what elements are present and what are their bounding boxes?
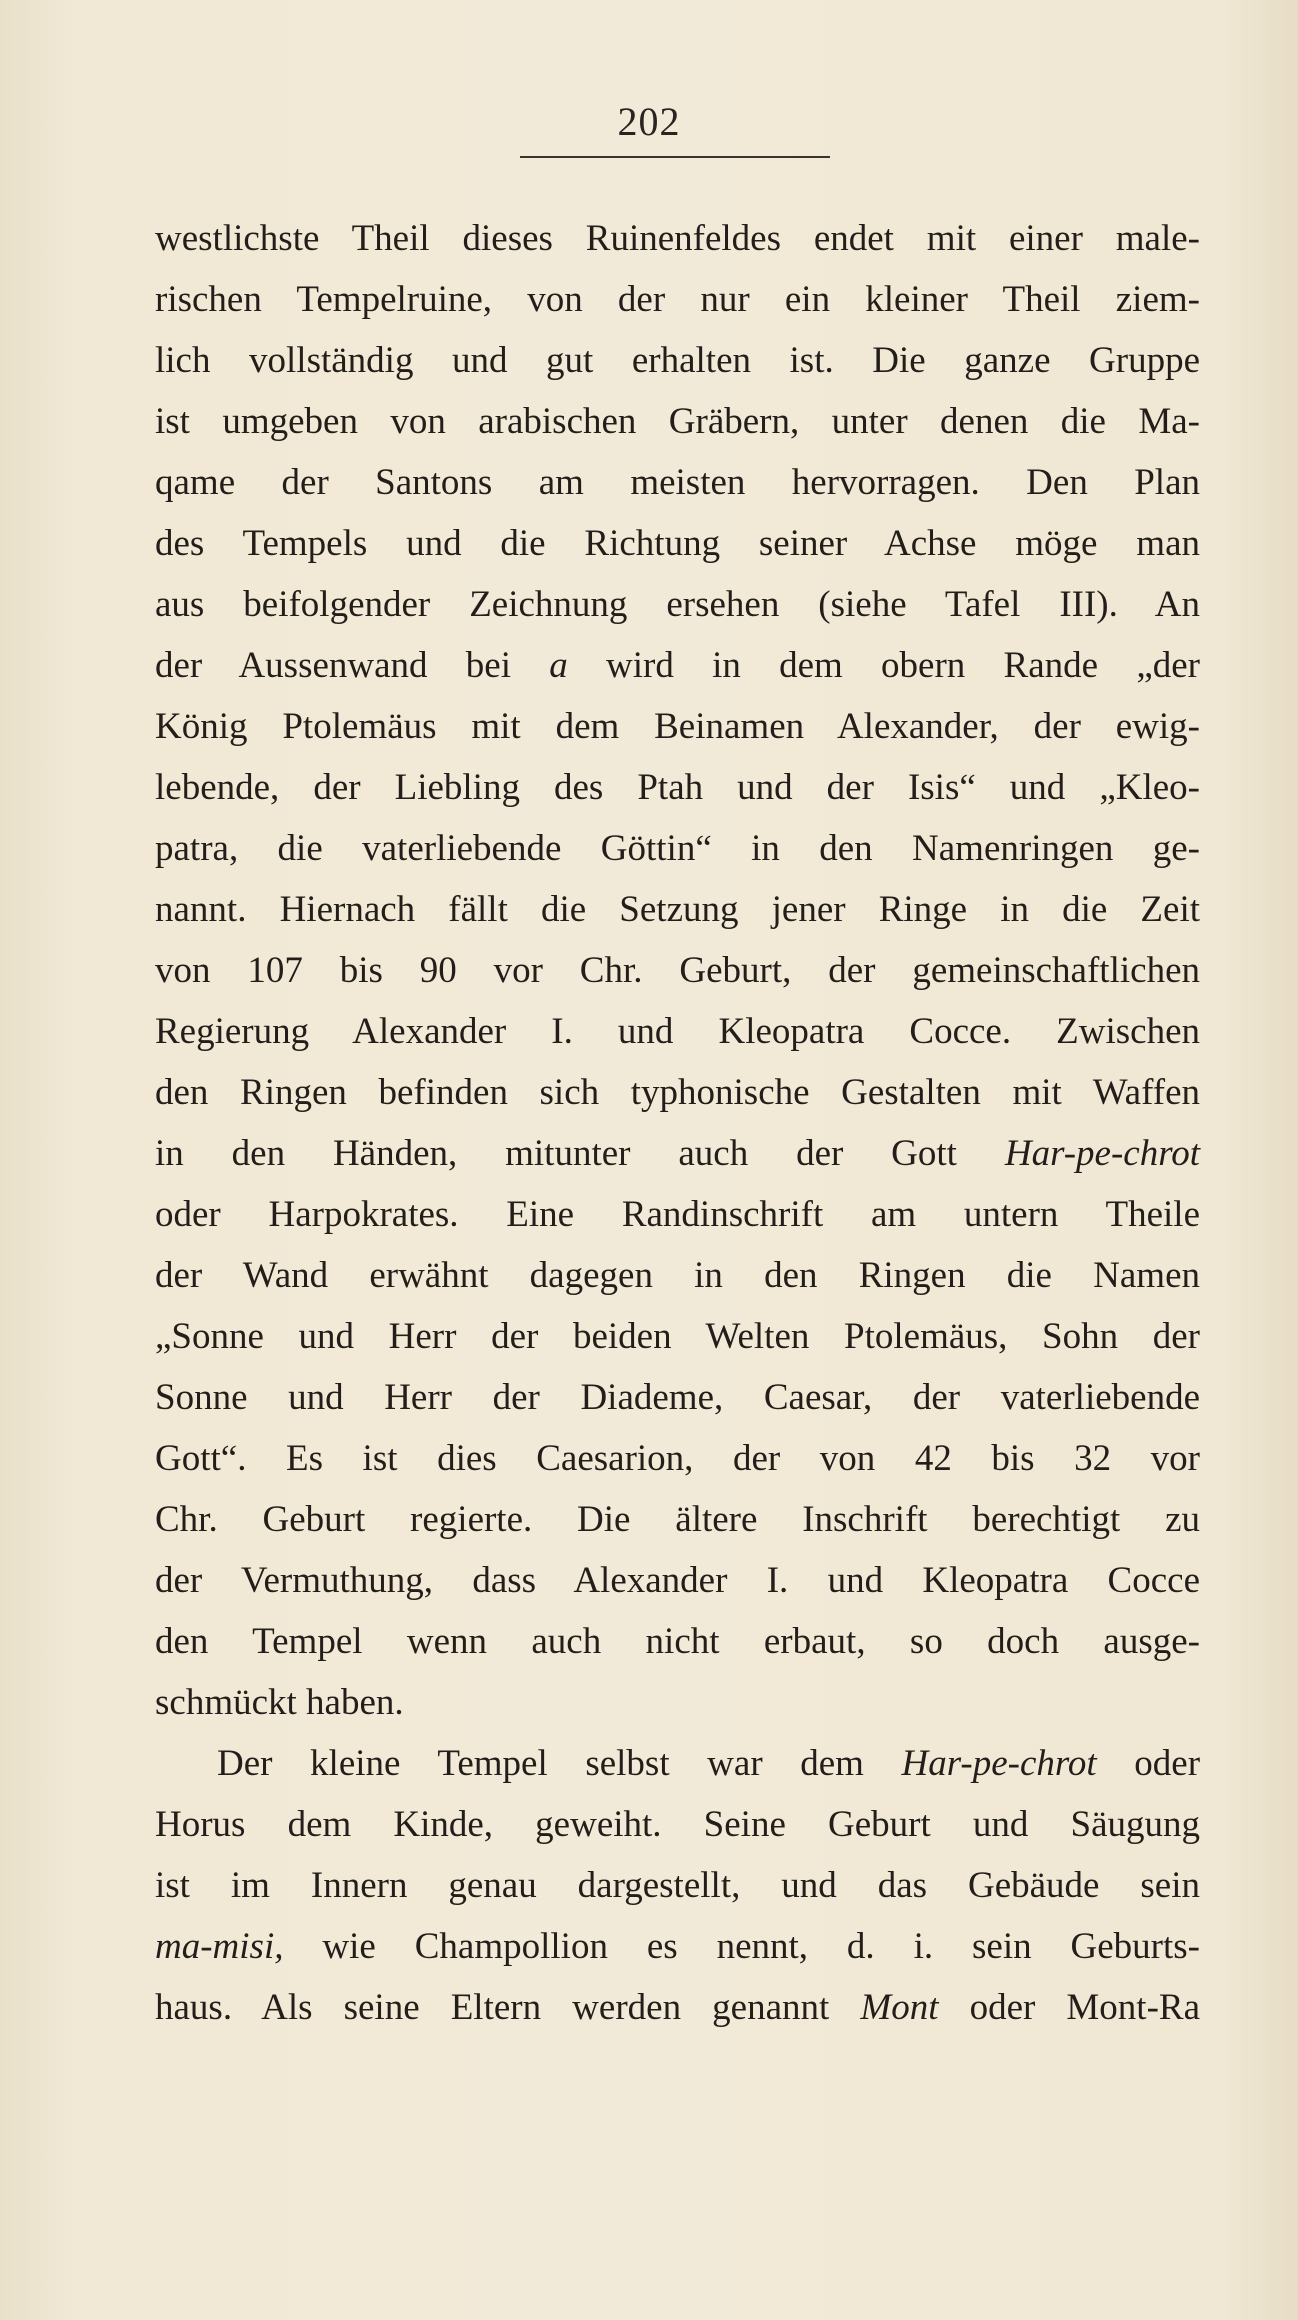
text-line: Chr. Geburt regierte. Die ältere Inschrift berechtigt zu [155,1499,1200,1540]
body-text [155,208,1200,2038]
text-line: westlichste Theil dieses Ruinenfeldes endet mit einer male- [155,218,1200,259]
text-span: haus. Als seine Eltern werden genannt [155,1987,830,2028]
text-line: nannt. Hiernach fällt die Setzung jener Ringe in die Zeit [155,889,1200,930]
text-line: den Ringen befinden sich typhonische Gestalten mit Waffen [155,1072,1200,1113]
italic-term: Mont [860,1987,939,2028]
text-line: Regierung Alexander I. und Kleopatra Cocce. Zwischen [155,1011,1200,1052]
text-line: König Ptolemäus mit dem Beinamen Alexander, der ewig- [155,706,1200,747]
italic-term: ma-misi, [155,1926,284,1967]
text-line [155,1733,1200,1794]
text-line: lich vollständig und gut erhalten ist. Die ganze Gruppe [155,340,1200,381]
text-line [155,1123,1200,1184]
italic-term: Har-pe-chrot [1004,1133,1201,1174]
text-line: schmückt haben. [155,1682,404,1723]
italic-term: Har-pe-chrot [901,1743,1097,1784]
text-line: ist im Innern genau dargestellt, und das Gebäude sein [155,1865,1200,1906]
text-line: Gott“. Es ist dies Caesarion, der von 42 bis 32 vor [155,1438,1200,1479]
header-rule [520,156,830,158]
text-line: „Sonne und Herr der beiden Welten Ptolemäus, Sohn der [155,1316,1200,1357]
text-line: der Wand erwähnt dagegen in den Ringen die Namen [155,1255,1200,1296]
text-span: wird in dem obern Rande „der [606,645,1200,686]
italic-term: a [549,645,568,686]
text-line: qame der Santons am meisten hervorragen. Den Plan [155,462,1200,503]
text-line [155,635,1200,696]
text-line: des Tempels und die Richtung seiner Achse möge man [155,523,1200,564]
text-line [155,1916,1200,1977]
text-span: oder [1134,1743,1201,1784]
text-span: oder Mont-Ra [969,1987,1201,2028]
text-line [155,1977,1200,2038]
text-line: lebende, der Liebling des Ptah und der Isis“ und „Kleo- [155,767,1200,808]
text-line: den Tempel wenn auch nicht erbaut, so doch ausge- [155,1621,1200,1662]
text-line: von 107 bis 90 vor Chr. Geburt, der gemeinschaftlichen [155,950,1200,991]
text-line: patra, die vaterliebende Göttin“ in den Namenringen ge- [155,828,1200,869]
text-span: wie Champollion es nennt, d. i. sein Geburts- [322,1926,1200,1967]
text-line: ist umgeben von arabischen Gräbern, unter denen die Ma- [155,401,1200,442]
text-span: Der kleine Tempel selbst war dem [217,1743,864,1784]
text-line: aus beifolgender Zeichnung ersehen (siehe Tafel III). An [155,584,1200,625]
text-line: oder Harpokrates. Eine Randinschrift am untern Theile [155,1194,1200,1235]
text-line: Sonne und Herr der Diademe, Caesar, der vaterliebende [155,1377,1200,1418]
text-line: rischen Tempelruine, von der nur ein kleiner Theil ziem- [155,279,1200,320]
text-span: in den Händen, mitunter auch der Gott [155,1133,957,1174]
page-number: 202 [617,99,681,144]
text-line: der Vermuthung, dass Alexander I. und Kleopatra Cocce [155,1560,1200,1601]
text-line: Horus dem Kinde, geweiht. Seine Geburt und Säugung [155,1804,1200,1845]
text-span: der Aussenwand bei [155,645,511,686]
